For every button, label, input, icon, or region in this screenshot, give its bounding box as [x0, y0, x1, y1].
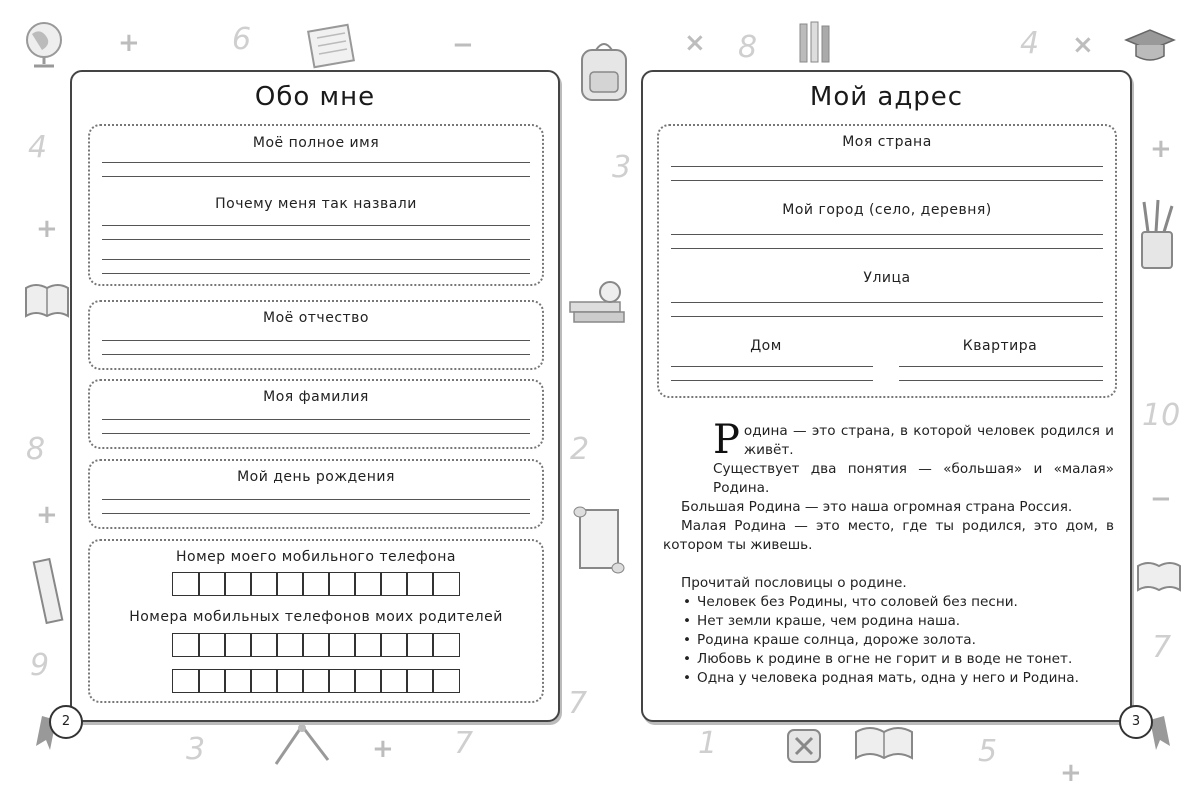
surname-line-1[interactable] — [102, 419, 530, 420]
street-line-2[interactable] — [671, 316, 1103, 317]
city-line-2[interactable] — [671, 248, 1103, 249]
country-line-2[interactable] — [671, 180, 1103, 181]
phones-section — [88, 539, 544, 703]
compass-icon — [268, 720, 334, 770]
backpack-icon — [574, 36, 634, 106]
address-section — [657, 124, 1117, 398]
street-line-1[interactable] — [671, 302, 1103, 303]
street-label: Улица — [863, 270, 911, 286]
why-named-label: Почему меня так назвали — [215, 196, 417, 212]
doodle-digit: 1 — [698, 726, 718, 761]
books-apple-icon — [566, 272, 632, 332]
page-title: Мой адрес — [809, 82, 964, 112]
mobile-number-cells[interactable] — [172, 572, 458, 596]
doodle-digit: 6 — [232, 22, 252, 57]
pencils-icon — [796, 20, 836, 66]
doodle-digit: 3 — [612, 150, 632, 185]
birthday-line-1[interactable] — [102, 499, 530, 500]
doodle-symbol: + — [118, 28, 140, 58]
why-named-line-3[interactable] — [102, 259, 530, 260]
proverbs-intro: Прочитай пословицы о родине. — [681, 575, 907, 591]
parent-1-number-cells[interactable] — [172, 633, 458, 657]
patronymic-line-1[interactable] — [102, 340, 530, 341]
graduation-cap-icon — [1122, 26, 1178, 66]
notebook-icon — [305, 20, 361, 70]
birthday-label: Мой день рождения — [237, 469, 395, 485]
doodle-symbol: × — [684, 28, 706, 58]
name-section — [88, 124, 544, 286]
house-label: Дом — [750, 338, 782, 354]
doodle-digit: 8 — [26, 432, 46, 467]
doodle-digit: 7 — [568, 686, 588, 721]
doodle-digit: 3 — [186, 732, 206, 767]
full-name-line-2[interactable] — [102, 176, 530, 177]
birthday-section — [88, 459, 544, 529]
doodle-digit: 9 — [30, 648, 50, 683]
city-line-1[interactable] — [671, 234, 1103, 235]
paragraph-4: Малая Родина — это место, где ты родился, это дом, в котором ты живешь. — [663, 518, 1114, 553]
motherland-text — [663, 417, 1114, 688]
proverb-item: • Одна у человека родная мать, одна у него и Родина. — [697, 669, 1114, 688]
patronymic-section — [88, 300, 544, 370]
doodle-digit: 7 — [454, 726, 474, 761]
page-title: Обо мне — [254, 82, 376, 112]
full-name-label: Моё полное имя — [252, 135, 380, 151]
mobile-label: Номер моего мобильного телефона — [176, 549, 456, 565]
ruler-icon — [30, 556, 70, 626]
page-number-badge: 2 — [49, 705, 83, 739]
paragraph-3: Большая Родина — это наша огромная страна Россия. — [681, 499, 1073, 515]
left-page-about-me — [70, 70, 560, 722]
patronymic-line-2[interactable] — [102, 354, 530, 355]
globe-icon — [22, 20, 66, 70]
paragraph-2 — [713, 460, 1114, 498]
doodle-digit: 5 — [978, 734, 998, 769]
open-book-icon — [22, 278, 72, 322]
doodle-digit: 4 — [28, 130, 48, 165]
doodle-symbol: − — [1150, 484, 1172, 514]
full-name-line-1[interactable] — [102, 162, 530, 163]
surname-label: Моя фамилия — [263, 389, 369, 405]
page-number-badge: 3 — [1119, 705, 1153, 739]
why-named-line-1[interactable] — [102, 225, 530, 226]
apartment-line-1[interactable] — [899, 366, 1103, 367]
dropcap-letter: Р — [713, 417, 740, 463]
country-line-1[interactable] — [671, 166, 1103, 167]
why-named-line-2[interactable] — [102, 239, 530, 240]
birthday-line-2[interactable] — [102, 513, 530, 514]
apartment-line-2[interactable] — [899, 380, 1103, 381]
doodle-symbol: + — [36, 214, 58, 244]
proverb-item: • Любовь к родине в огне не горит и в воде не тонет. — [697, 650, 1114, 669]
apartment-label: Квартира — [962, 338, 1038, 354]
open-book-bottom-icon — [852, 718, 916, 764]
paragraph-1 — [663, 417, 1114, 463]
parents-mobile-label: Номера мобильных телефонов моих родителей — [129, 609, 503, 625]
patronymic-label: Моё отчество — [263, 310, 369, 326]
house-line-1[interactable] — [671, 366, 873, 367]
proverbs-list — [663, 593, 1114, 688]
proverb-item: • Нет земли краше, чем родина наша. — [697, 612, 1114, 631]
pencil-cup-icon — [1134, 198, 1180, 272]
doodle-symbol: + — [372, 734, 394, 764]
doodle-symbol: + — [1060, 758, 1082, 788]
doodle-symbol: × — [1072, 30, 1094, 60]
doodle-digit: 2 — [570, 432, 590, 467]
paragraph-2-text: Существует два понятия — «большая» и «малая» Родина. — [713, 461, 1114, 496]
doodle-digit: 8 — [738, 30, 758, 65]
book-icon — [1134, 556, 1184, 596]
right-page-my-address — [641, 70, 1132, 722]
surname-line-2[interactable] — [102, 433, 530, 434]
parent-2-number-cells[interactable] — [172, 669, 458, 693]
house-line-2[interactable] — [671, 380, 873, 381]
abacus-icon — [784, 726, 824, 766]
surname-section — [88, 379, 544, 449]
doodle-digit: 4 — [1020, 26, 1040, 61]
paragraph-1-text: одина — это страна, в которой человек родился и живёт. — [743, 423, 1114, 458]
doodle-symbol: − — [452, 30, 474, 60]
doodle-digit: 10 — [1142, 398, 1181, 433]
doodle-digit: 7 — [1152, 630, 1172, 665]
city-label: Мой город (село, деревня) — [782, 202, 992, 218]
scroll-icon — [568, 502, 630, 580]
proverb-item: • Человек без Родины, что соловей без песни. — [697, 593, 1114, 612]
country-label: Моя страна — [842, 134, 932, 150]
doodle-symbol: + — [36, 500, 58, 530]
doodle-symbol: + — [1150, 134, 1172, 164]
proverb-item: • Родина краше солнца, дороже золота. — [697, 631, 1114, 650]
why-named-line-4[interactable] — [102, 273, 530, 274]
